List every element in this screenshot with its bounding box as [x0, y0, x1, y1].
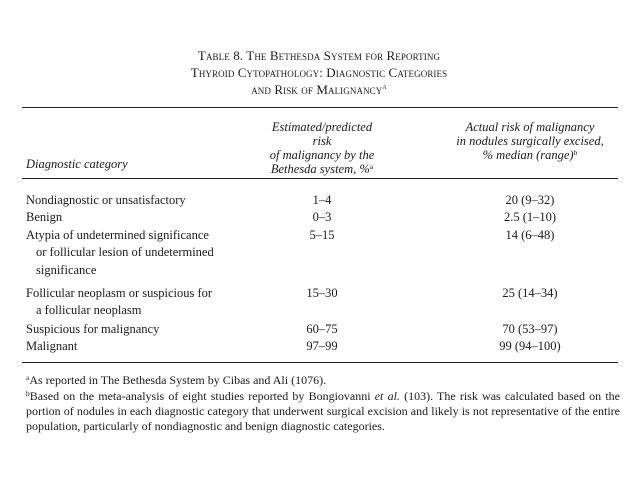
header-actual-line-2: in nodules surgically excised, [456, 134, 604, 148]
table-header-rule [22, 178, 618, 179]
row-2-actual: 2.5 (1–10) [503, 210, 557, 224]
table-bottom-rule [22, 362, 618, 363]
footnote-a-mark: a [26, 373, 30, 382]
footnote-a-text: As reported in The Bethesda System by Cibas and Ali (1076). [29, 373, 327, 387]
footnote-b-text-italic: et al. [374, 389, 400, 403]
footnote-b-mark: b [26, 389, 30, 398]
header-actual-risk [450, 120, 610, 162]
row-3-category: Atypia of undetermined significance [26, 228, 209, 242]
header-actual-line-3 [450, 148, 610, 162]
footnote-b-text-1: Based on the meta-analysis of eight studies reported by Bongiovanni [29, 389, 375, 403]
row-4-category-cont-1: a follicular neoplasm [36, 303, 142, 317]
header-estimated-line-2: of malignancy by the [269, 148, 375, 162]
row-1-estimated: 1–4 [312, 193, 332, 207]
row-4-estimated: 15–30 [306, 286, 338, 300]
footnote-a [26, 373, 620, 388]
footnote-b [26, 389, 620, 434]
row-3-category-cont-2: significance [36, 263, 97, 277]
row-3-actual: 14 (6–48) [505, 228, 555, 242]
table-title-line-2: Thyroid Cytopathology: Diagnostic Categories [190, 65, 448, 80]
row-5-category: Suspicious for malignancy [26, 322, 160, 336]
footnote-b-text-2: (103). The risk was calculated based on the portion of nodules in each diagnostic category that underwent surgical excision and likely is not representative of the entire population, particularly of nondiagnostic and benign diagnostic categories. [26, 389, 620, 433]
header-estimated-risk [262, 120, 382, 176]
row-4-category: Follicular neoplasm or suspicious for [26, 286, 213, 300]
row-5-actual: 70 (53–97) [502, 322, 558, 336]
table-title-line-3-text: and Risk of Malignancy [251, 82, 383, 97]
row-4-actual: 25 (14–34) [502, 286, 558, 300]
header-estimated-footnote-mark: a [369, 162, 374, 171]
header-estimated-line-3-text: Bethesda system, % [270, 162, 370, 176]
table-title-line-1: Table 8. The Bethesda System for Reporting [197, 48, 441, 63]
header-estimated-line-1: Estimated/predicted risk [271, 120, 373, 148]
row-2-category: Benign [26, 210, 63, 224]
header-diagnostic-category: Diagnostic category [26, 157, 128, 171]
header-actual-line-1: Actual risk of malignancy [465, 120, 595, 134]
row-3-category-cont-1: or follicular lesion of undetermined [36, 245, 214, 259]
row-6-actual: 99 (94–100) [499, 339, 561, 353]
header-actual-footnote-mark: b [573, 148, 578, 157]
row-6-estimated: 97–99 [306, 339, 338, 353]
title-footnote-mark: a [382, 82, 387, 91]
header-estimated-line-3 [262, 162, 382, 176]
table-top-rule [22, 107, 618, 108]
table-title-line-3 [0, 81, 638, 98]
row-3-estimated: 5–15 [309, 228, 335, 242]
row-2-estimated: 0–3 [312, 210, 332, 224]
row-6-category: Malignant [26, 339, 78, 353]
header-actual-line-3-text: % median (range) [482, 148, 574, 162]
row-5-estimated: 60–75 [306, 322, 338, 336]
row-1-actual: 20 (9–32) [505, 193, 555, 207]
row-1-category: Nondiagnostic or unsatisfactory [26, 193, 186, 207]
